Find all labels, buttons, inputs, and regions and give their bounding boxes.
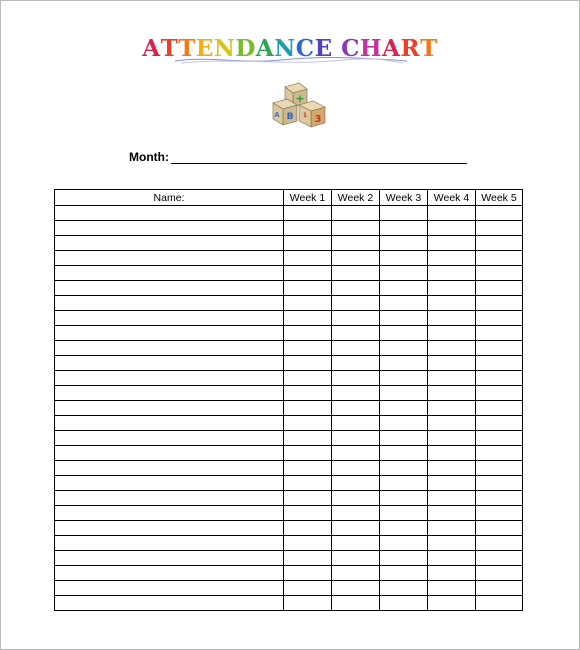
week-3-cell[interactable] <box>380 266 428 281</box>
name-cell[interactable] <box>55 401 284 416</box>
week-5-cell[interactable] <box>476 206 523 221</box>
week-3-cell[interactable] <box>380 431 428 446</box>
week-5-cell[interactable] <box>476 281 523 296</box>
table-row <box>55 476 523 491</box>
name-cell[interactable] <box>55 311 284 326</box>
title-letter: A <box>382 35 401 62</box>
column-header-week-2: Week 2 <box>332 190 380 206</box>
week-4-cell[interactable] <box>428 506 476 521</box>
column-header-name: Name: <box>55 190 284 206</box>
week-3-cell[interactable] <box>380 311 428 326</box>
week-1-cell[interactable] <box>284 401 332 416</box>
week-5-cell[interactable] <box>476 296 523 311</box>
week-3-cell[interactable] <box>380 476 428 491</box>
week-3-cell[interactable] <box>380 356 428 371</box>
column-header-week-1: Week 1 <box>284 190 332 206</box>
table-row <box>55 596 523 611</box>
name-cell[interactable] <box>55 356 284 371</box>
week-1-cell[interactable] <box>284 416 332 431</box>
week-1-cell[interactable] <box>284 356 332 371</box>
column-header-week-4: Week 4 <box>428 190 476 206</box>
week-2-cell[interactable] <box>332 566 380 581</box>
title-letter: R <box>400 35 421 62</box>
week-1-cell[interactable] <box>284 371 332 386</box>
week-5-cell[interactable] <box>476 386 523 401</box>
table-row <box>55 566 523 581</box>
week-3-cell[interactable] <box>380 596 428 611</box>
name-cell[interactable] <box>55 491 284 506</box>
name-cell[interactable] <box>55 461 284 476</box>
week-1-cell[interactable] <box>284 251 332 266</box>
week-5-cell[interactable] <box>476 371 523 386</box>
name-cell[interactable] <box>55 416 284 431</box>
week-3-cell[interactable] <box>380 461 428 476</box>
week-3-cell[interactable] <box>380 386 428 401</box>
week-5-cell[interactable] <box>476 476 523 491</box>
name-cell[interactable] <box>55 386 284 401</box>
title-letter: H <box>359 35 383 62</box>
table-row <box>55 461 523 476</box>
title-letter: D <box>235 35 256 62</box>
table-row <box>55 371 523 386</box>
week-4-cell[interactable] <box>428 341 476 356</box>
week-4-cell[interactable] <box>428 491 476 506</box>
name-cell[interactable] <box>55 341 284 356</box>
week-3-cell[interactable] <box>380 206 428 221</box>
table-row <box>55 221 523 236</box>
week-4-cell[interactable] <box>428 566 476 581</box>
week-2-cell[interactable] <box>332 476 380 491</box>
week-5-cell[interactable] <box>476 536 523 551</box>
week-3-cell[interactable] <box>380 491 428 506</box>
week-2-cell[interactable] <box>332 221 380 236</box>
week-4-cell[interactable] <box>428 416 476 431</box>
week-3-cell[interactable] <box>380 416 428 431</box>
week-4-cell[interactable] <box>428 581 476 596</box>
table-header-row <box>55 190 523 206</box>
week-4-cell[interactable] <box>428 476 476 491</box>
week-2-cell[interactable] <box>332 596 380 611</box>
abc-blocks-icon <box>271 81 327 129</box>
table-body <box>55 206 523 611</box>
month-input-line[interactable] <box>171 151 467 164</box>
name-cell[interactable] <box>55 551 284 566</box>
week-3-cell[interactable] <box>380 326 428 341</box>
table-row <box>55 341 523 356</box>
week-3-cell[interactable] <box>380 281 428 296</box>
week-3-cell[interactable] <box>380 566 428 581</box>
name-cell[interactable] <box>55 371 284 386</box>
week-4-cell[interactable] <box>428 596 476 611</box>
week-1-cell[interactable] <box>284 536 332 551</box>
name-cell[interactable] <box>55 236 284 251</box>
week-5-cell[interactable] <box>476 461 523 476</box>
week-1-cell[interactable] <box>284 596 332 611</box>
week-1-cell[interactable] <box>284 431 332 446</box>
table-row <box>55 206 523 221</box>
table-row <box>55 296 523 311</box>
week-4-cell[interactable] <box>428 206 476 221</box>
week-3-cell[interactable] <box>380 371 428 386</box>
week-2-cell[interactable] <box>332 356 380 371</box>
week-4-cell[interactable] <box>428 251 476 266</box>
week-1-cell[interactable] <box>284 266 332 281</box>
attendance-table <box>54 189 523 611</box>
week-2-cell[interactable] <box>332 311 380 326</box>
title-letter: E <box>314 35 333 62</box>
week-2-cell[interactable] <box>332 206 380 221</box>
week-1-cell[interactable] <box>284 581 332 596</box>
table-row <box>55 266 523 281</box>
week-2-cell[interactable] <box>332 431 380 446</box>
week-1-cell[interactable] <box>284 341 332 356</box>
svg-text:B: B <box>286 112 294 122</box>
week-5-cell[interactable] <box>476 341 523 356</box>
week-5-cell[interactable] <box>476 431 523 446</box>
week-4-cell[interactable] <box>428 401 476 416</box>
column-header-week-5: Week 5 <box>476 190 523 206</box>
week-3-cell[interactable] <box>380 236 428 251</box>
week-5-cell[interactable] <box>476 446 523 461</box>
title-letter: N <box>213 35 236 62</box>
week-5-cell[interactable] <box>476 506 523 521</box>
table-row <box>55 506 523 521</box>
week-2-cell[interactable] <box>332 296 380 311</box>
week-2-cell[interactable] <box>332 506 380 521</box>
week-1-cell[interactable] <box>284 506 332 521</box>
week-2-cell[interactable] <box>332 281 380 296</box>
week-4-cell[interactable] <box>428 266 476 281</box>
week-4-cell[interactable] <box>428 386 476 401</box>
week-3-cell[interactable] <box>380 251 428 266</box>
table-row <box>55 416 523 431</box>
week-2-cell[interactable] <box>332 536 380 551</box>
week-5-cell[interactable] <box>476 326 523 341</box>
week-1-cell[interactable] <box>284 551 332 566</box>
column-header-week-3: Week 3 <box>380 190 428 206</box>
name-cell[interactable] <box>55 446 284 461</box>
week-5-cell[interactable] <box>476 521 523 536</box>
week-1-cell[interactable] <box>284 311 332 326</box>
week-4-cell[interactable] <box>428 446 476 461</box>
week-5-cell[interactable] <box>476 551 523 566</box>
week-4-cell[interactable] <box>428 431 476 446</box>
svg-text:+: + <box>295 92 305 105</box>
week-1-cell[interactable] <box>284 476 332 491</box>
week-5-cell[interactable] <box>476 491 523 506</box>
week-5-cell[interactable] <box>476 596 523 611</box>
title-letter: E <box>195 35 214 62</box>
week-4-cell[interactable] <box>428 236 476 251</box>
week-4-cell[interactable] <box>428 311 476 326</box>
week-3-cell[interactable] <box>380 551 428 566</box>
week-5-cell[interactable] <box>476 581 523 596</box>
title-letter: A <box>255 35 275 62</box>
week-2-cell[interactable] <box>332 581 380 596</box>
week-1-cell[interactable] <box>284 566 332 581</box>
week-1-cell[interactable] <box>284 296 332 311</box>
week-3-cell[interactable] <box>380 221 428 236</box>
week-2-cell[interactable] <box>332 491 380 506</box>
week-4-cell[interactable] <box>428 521 476 536</box>
week-2-cell[interactable] <box>332 401 380 416</box>
name-cell[interactable] <box>55 596 284 611</box>
week-4-cell[interactable] <box>428 296 476 311</box>
table-row <box>55 431 523 446</box>
name-cell[interactable] <box>55 281 284 296</box>
week-3-cell[interactable] <box>380 536 428 551</box>
name-cell[interactable] <box>55 536 284 551</box>
title-letter: T <box>160 35 179 62</box>
table-row <box>55 536 523 551</box>
week-2-cell[interactable] <box>332 371 380 386</box>
week-1-cell[interactable] <box>284 491 332 506</box>
month-label: Month: <box>129 150 169 164</box>
name-cell[interactable] <box>55 476 284 491</box>
week-5-cell[interactable] <box>476 251 523 266</box>
name-cell[interactable] <box>55 431 284 446</box>
week-2-cell[interactable] <box>332 521 380 536</box>
table-row <box>55 281 523 296</box>
table-row <box>55 491 523 506</box>
name-cell[interactable] <box>55 521 284 536</box>
week-2-cell[interactable] <box>332 446 380 461</box>
name-cell[interactable] <box>55 266 284 281</box>
name-cell[interactable] <box>55 251 284 266</box>
table-row <box>55 356 523 371</box>
week-5-cell[interactable] <box>476 356 523 371</box>
week-3-cell[interactable] <box>380 581 428 596</box>
table-row <box>55 446 523 461</box>
week-1-cell[interactable] <box>284 446 332 461</box>
name-cell[interactable] <box>55 221 284 236</box>
week-4-cell[interactable] <box>428 221 476 236</box>
title-underline-swirl <box>171 55 411 65</box>
week-4-cell[interactable] <box>428 326 476 341</box>
name-cell[interactable] <box>55 506 284 521</box>
week-4-cell[interactable] <box>428 551 476 566</box>
title-letter: C <box>295 35 315 62</box>
table-row <box>55 326 523 341</box>
week-4-cell[interactable] <box>428 356 476 371</box>
table-row <box>55 401 523 416</box>
title-letter: N <box>274 35 296 62</box>
week-1-cell[interactable] <box>284 326 332 341</box>
week-3-cell[interactable] <box>380 341 428 356</box>
table-row <box>55 386 523 401</box>
table-row <box>55 236 523 251</box>
week-1-cell[interactable] <box>284 236 332 251</box>
week-5-cell[interactable] <box>476 221 523 236</box>
week-5-cell[interactable] <box>476 401 523 416</box>
week-2-cell[interactable] <box>332 326 380 341</box>
week-3-cell[interactable] <box>380 296 428 311</box>
title-letter: T <box>420 35 438 62</box>
name-cell[interactable] <box>55 566 284 581</box>
week-3-cell[interactable] <box>380 401 428 416</box>
svg-text:A: A <box>274 111 280 119</box>
week-2-cell[interactable] <box>332 251 380 266</box>
week-4-cell[interactable] <box>428 371 476 386</box>
week-2-cell[interactable] <box>332 386 380 401</box>
name-cell[interactable] <box>55 326 284 341</box>
week-4-cell[interactable] <box>428 536 476 551</box>
week-2-cell[interactable] <box>332 266 380 281</box>
table-row <box>55 311 523 326</box>
week-1-cell[interactable] <box>284 206 332 221</box>
week-2-cell[interactable] <box>332 416 380 431</box>
week-5-cell[interactable] <box>476 236 523 251</box>
week-4-cell[interactable] <box>428 281 476 296</box>
table-row <box>55 581 523 596</box>
table-row <box>55 251 523 266</box>
week-5-cell[interactable] <box>476 416 523 431</box>
week-5-cell[interactable] <box>476 566 523 581</box>
name-cell[interactable] <box>55 296 284 311</box>
week-1-cell[interactable] <box>284 461 332 476</box>
week-2-cell[interactable] <box>332 341 380 356</box>
name-cell[interactable] <box>55 581 284 596</box>
name-cell[interactable] <box>55 206 284 221</box>
week-1-cell[interactable] <box>284 221 332 236</box>
week-4-cell[interactable] <box>428 461 476 476</box>
week-5-cell[interactable] <box>476 311 523 326</box>
week-2-cell[interactable] <box>332 461 380 476</box>
week-3-cell[interactable] <box>380 446 428 461</box>
week-5-cell[interactable] <box>476 266 523 281</box>
title-letter: A <box>142 35 161 62</box>
week-3-cell[interactable] <box>380 506 428 521</box>
table-row <box>55 551 523 566</box>
week-3-cell[interactable] <box>380 521 428 536</box>
week-1-cell[interactable] <box>284 281 332 296</box>
month-field <box>129 150 467 164</box>
title-letter: C <box>341 35 360 62</box>
week-1-cell[interactable] <box>284 386 332 401</box>
table-row <box>55 521 523 536</box>
svg-text:3: 3 <box>314 114 322 125</box>
svg-text:1: 1 <box>302 112 308 119</box>
week-2-cell[interactable] <box>332 236 380 251</box>
week-2-cell[interactable] <box>332 551 380 566</box>
week-1-cell[interactable] <box>284 521 332 536</box>
title-letter: T <box>178 35 196 62</box>
